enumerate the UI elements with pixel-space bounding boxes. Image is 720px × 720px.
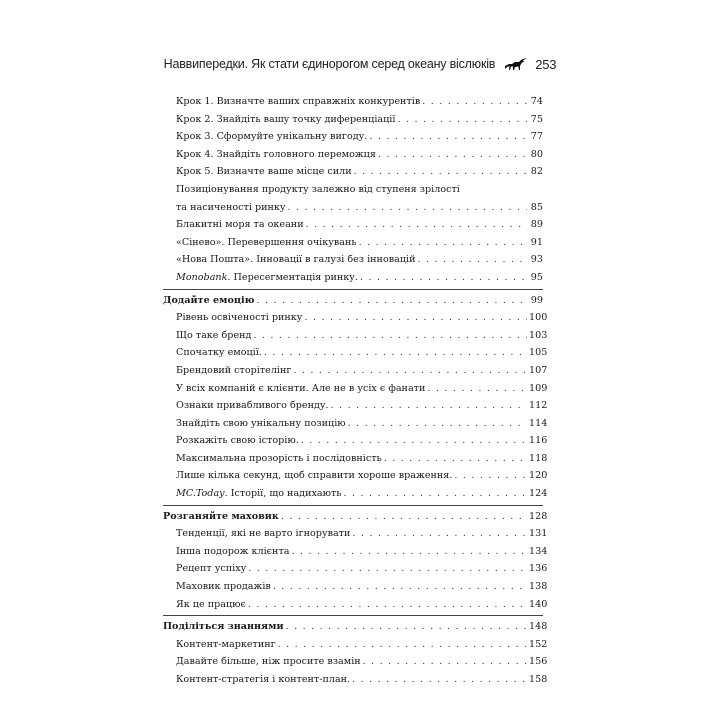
leader-dots [286,618,527,636]
leader-dots [264,344,527,362]
toc-entry [163,344,548,362]
toc-entry [163,671,548,689]
toc-page-number: 134 [529,545,548,557]
toc-entry-title: Розганяйте маховик [163,510,279,522]
leader-dots [360,269,527,287]
toc-page-number: 95 [530,271,543,283]
toc-entry-title-italic: Monobank [176,271,228,283]
toc-entry [163,128,543,146]
table-of-contents [163,93,548,689]
toc-entry [163,309,548,327]
toc-entry-title: У всіх компаній є клієнти. Але не в усіх є фанати [176,382,426,394]
toc-entry-title [176,269,358,287]
toc-entry-title: Крок 1. Визначте ваших справжніх конкурентів [176,96,421,107]
toc-entry-title: Ознаки привабливого бренду. [176,400,329,412]
toc-entry [163,467,548,485]
toc-entry-title: Крок 4. Знайдіть головного переможця [176,148,376,160]
leader-dots [352,671,527,689]
toc-section [163,508,548,526]
toc-page-number: 74 [530,96,543,107]
toc-entry-title: Рівень освіченості ринку [176,312,303,324]
toc-entry [163,146,543,164]
toc-section [163,618,548,636]
toc-entry-title: Контент-маркетинг [176,638,276,650]
leader-dots [348,415,527,433]
toc-entry [163,525,548,543]
toc-entry [163,397,548,415]
toc-page-number: 136 [529,563,548,575]
leader-dots [273,578,527,596]
toc-page-number: 93 [530,254,543,266]
leader-dots [248,560,527,578]
leader-dots [354,163,527,181]
toc-page-number: 80 [530,148,543,160]
leader-dots [248,596,527,614]
toc-entry-title: Тенденції, які не варто ігнорувати [176,528,351,540]
toc-entry-title: Поділіться знаннями [163,621,284,633]
toc-page-number: 118 [529,452,548,464]
leader-dots [344,485,528,503]
toc-entry-title-rest: . Історії, що надихають [224,488,342,500]
toc-entry [163,269,543,287]
toc-entry [163,163,543,181]
toc-page-number: 152 [529,638,548,650]
leader-dots [278,636,527,654]
leader-dots [359,234,527,252]
toc-entry [163,362,548,380]
toc-page-number: 128 [529,510,548,522]
toc-page-number: 91 [530,236,543,248]
toc-page-number: 77 [530,131,543,143]
toc-entry-title: та насиченості ринку [176,201,286,213]
leader-dots [352,525,527,543]
leader-dots [427,380,527,398]
toc-entry [163,380,548,398]
leader-dots [281,508,527,526]
toc-entry [163,415,548,433]
toc-entry-title: Крок 5. Визначте ваше місце сили [176,166,352,178]
toc-entry-title: Давайте більше, ніж просите взамін [176,656,361,668]
running-header [0,52,720,76]
toc-page-number: 107 [529,364,548,376]
toc-page-number: 116 [529,435,548,447]
toc-page-number: 131 [529,528,548,540]
toc-entry-title-italic: MC.Today [176,488,225,500]
toc-entry [163,450,548,468]
toc-entry [163,543,548,561]
leader-dots [288,199,527,217]
section-divider [163,505,543,506]
toc-section [163,292,543,310]
leader-dots [256,292,527,310]
toc-page-number: 89 [530,219,543,231]
toc-page-number: 85 [530,201,543,213]
unicorn-icon [503,57,529,71]
toc-entry-title: «Нова Пошта». Інновації в галузі без інновацій [176,254,416,266]
leader-dots [306,216,527,234]
toc-entry [163,596,548,614]
toc-entry-title: Крок 3. Сформуйте унікальну вигоду. [176,131,368,143]
toc-entry-title: Брендовий сторітелінг [176,364,292,376]
toc-entry-title: Як це працює [176,598,246,610]
section-divider [163,615,543,616]
leader-dots [454,467,527,485]
toc-entry [163,216,543,234]
toc-page-number: 148 [529,621,548,633]
running-header-title: Наввипередки. Як стати єдинорогом серед океану віслюків [163,57,496,71]
toc-entry [163,251,543,269]
toc-entry [163,111,543,129]
toc-entry-title: Лише кілька секунд, щоб справити хороше враження. [176,470,453,482]
toc-entry-title [176,485,342,503]
toc-page-number: 99 [530,294,543,306]
toc-entry-title: «Сінево». Перевершення очікувань [176,236,357,248]
leader-dots [253,327,527,345]
toc-page-number: 156 [529,656,548,668]
toc-entry [163,181,543,216]
page-number: 253 [535,56,557,72]
leader-dots [304,309,527,327]
leader-dots [422,93,527,111]
toc-entry-title: Рецепт успіху [176,563,247,575]
leader-dots [363,653,527,671]
toc-entry [163,327,548,345]
toc-entry-title-line1: Позиціонування продукту залежно від ступеня зрілості [176,183,460,195]
toc-entry-title: Інша подорож клієнта [176,545,290,557]
toc-page-number: 82 [530,166,543,178]
toc-entry [163,560,548,578]
leader-dots [331,397,527,415]
leader-dots [301,432,527,450]
leader-dots [291,543,527,561]
toc-page-number: 138 [529,581,548,593]
leader-dots [369,128,527,146]
toc-entry [163,578,548,596]
toc-page-number: 109 [529,382,548,394]
toc-page-number: 140 [529,598,548,610]
toc-entry-title: Контент-стратегія і контент-план. [176,674,351,685]
toc-entry-title: Блакитні моря та океани [176,219,304,231]
toc-entry-title: Розкажіть свою історію. [176,435,299,447]
toc-page-number: 112 [529,400,548,412]
toc-entry-title-rest: . Пересегментація ринку. [227,271,358,283]
leader-dots [397,111,527,129]
leader-dots [384,450,527,468]
toc-entry [163,485,548,503]
toc-page-number: 124 [529,488,548,500]
toc-entry [163,93,543,111]
section-divider [163,289,543,290]
leader-dots [378,146,527,164]
toc-entry [163,653,548,671]
toc-page-number: 100 [529,312,548,324]
toc-page-number: 103 [529,329,548,341]
toc-page-number: 105 [529,347,548,359]
toc-entry [163,234,543,252]
toc-entry-title: Крок 2. Знайдіть вашу точку диференціації [176,113,396,125]
toc-entry-title: Спочатку емоції. [176,347,262,359]
toc-page-number: 114 [529,417,548,429]
leader-dots [417,251,527,269]
toc-page-number: 158 [529,674,548,685]
toc-entry [163,432,548,450]
toc-entry-title: Що таке бренд [176,329,252,341]
leader-dots [293,362,527,380]
toc-entry [163,636,548,654]
toc-page-number: 75 [530,113,543,125]
toc-entry-title: Знайдіть свою унікальну позицію [176,417,346,429]
toc-page-number: 120 [529,470,548,482]
toc-entry-title: Маховик продажів [176,581,271,593]
toc-entry-title: Додайте емоцію [163,294,255,306]
toc-entry-title: Максимальна прозорість і послідовність [176,452,382,464]
